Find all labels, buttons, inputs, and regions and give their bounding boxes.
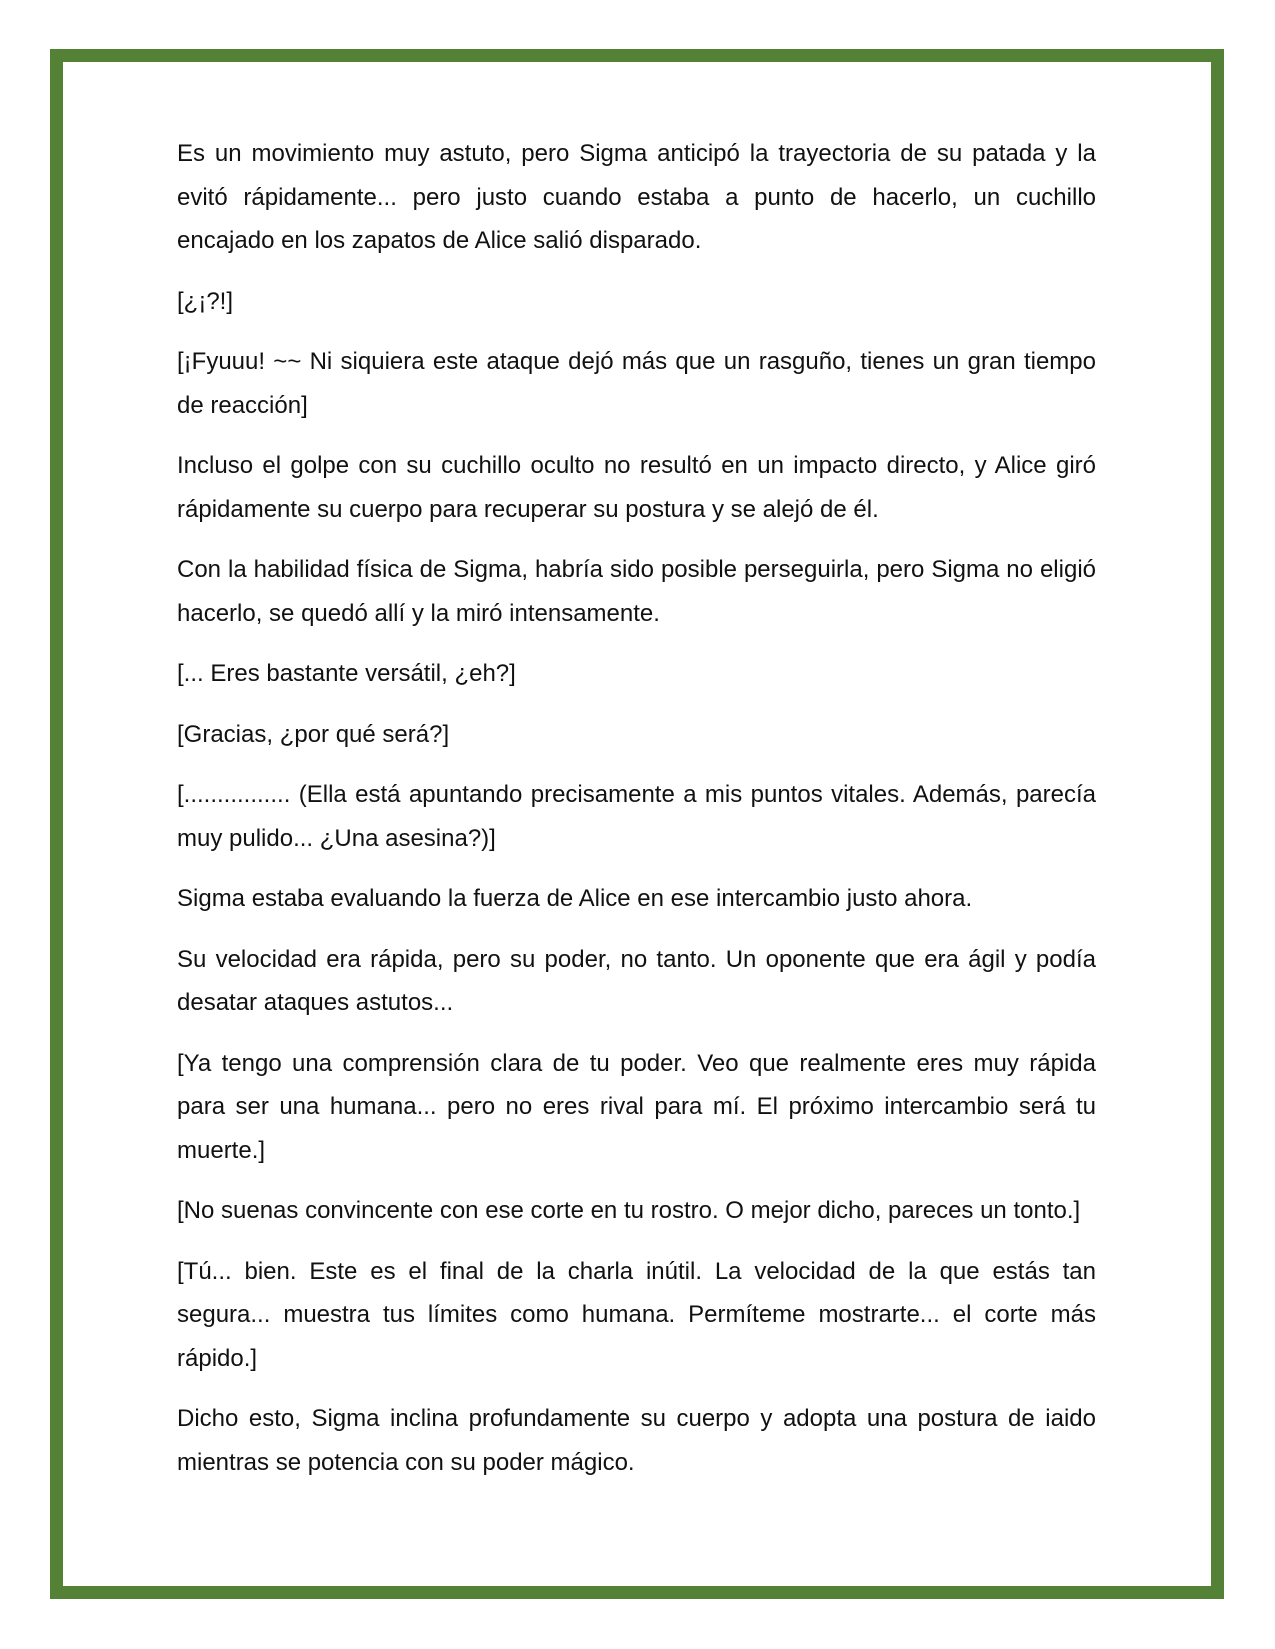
paragraph: [¡Fyuuu! ~~ Ni siquiera este ataque dejó más que un rasguño, tienes un gran tiempo de reacción] [177, 348, 1096, 419]
paragraph: Sigma estaba evaluando la fuerza de Alice en ese intercambio justo ahora. [177, 885, 973, 912]
paragraph: [................ (Ella está apuntando precisamente a mis puntos vitales. Además, parecía muy pulido... ¿Una asesina?)] [177, 781, 1096, 852]
paragraph: Incluso el golpe con su cuchillo oculto no resultó en un impacto directo, y Alice giró rápidamente su cuerpo para recuperar su postura y se alejó de él. [177, 452, 1096, 523]
paragraph: [¿¡?!] [177, 287, 234, 315]
paragraph: Dicho esto, Sigma inclina profundamente su cuerpo y adopta una postura de iaido mientras se potencia con su poder mágico. [177, 1405, 1096, 1476]
paragraph: [Ya tengo una comprensión clara de tu poder. Veo que realmente eres muy rápida para ser una humana... pero no eres rival para mí. El próximo intercambio será tu muerte.] [177, 1049, 1096, 1164]
paragraph: Con la habilidad física de Sigma, habría sido posible perseguirla, pero Sigma no eligió hacerlo, se quedó allí y la miró intensamente. [177, 556, 1096, 627]
paragraph: Es un movimiento muy astuto, pero Sigma anticipó la trayectoria de su patada y la evitó rápidamente... pero justo cuando estaba a punto de hacerlo, un cuchillo encajado en los zapatos de Alice salió disparado. [177, 140, 1096, 254]
paragraph: [... Eres bastante versátil, ¿eh?] [177, 660, 516, 687]
paragraph: [Tú... bien. Este es el final de la charla inútil. La velocidad de la que estás tan segura... muestra tus límites como humana. Permíteme mostrarte... el corte más rápido.] [177, 1257, 1096, 1372]
paragraph: [Gracias, ¿por qué será?] [177, 720, 450, 748]
paragraph: [No suenas convincente con ese corte en tu rostro. O mejor dicho, pareces un tonto.] [177, 1197, 1081, 1224]
paragraph: Su velocidad era rápida, pero su poder, no tanto. Un oponente que era ágil y podía desatar ataques astutos... [177, 945, 1096, 1016]
document-body [177, 132, 1096, 1501]
page-border-frame [50, 49, 1224, 1599]
